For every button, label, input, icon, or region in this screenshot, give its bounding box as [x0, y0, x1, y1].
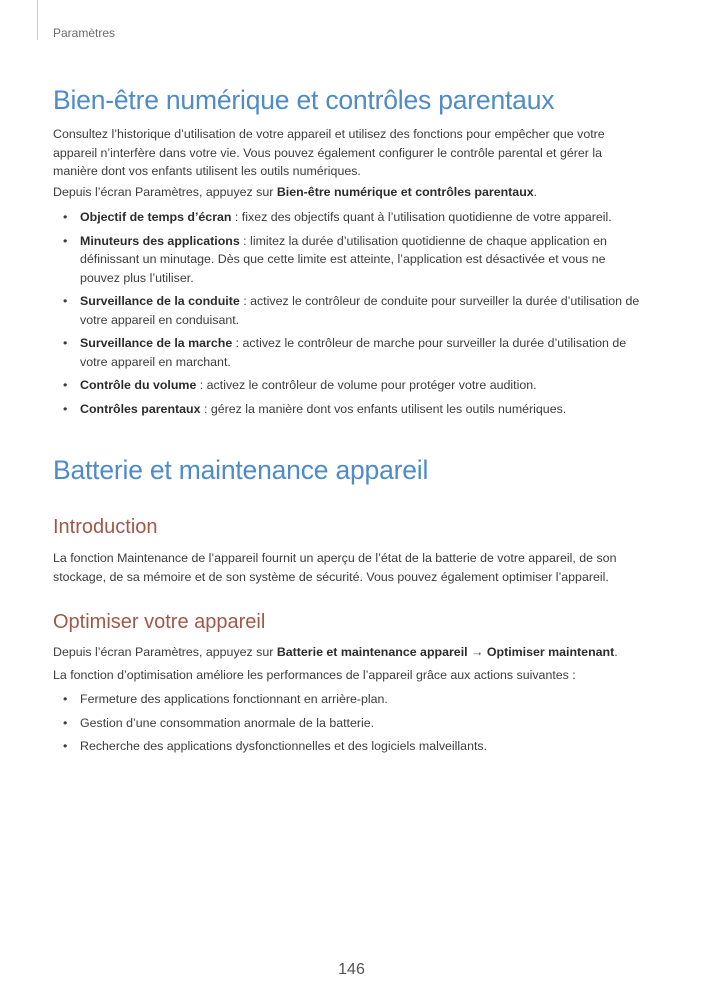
optimize-text: La fonction d’optimisation améliore les performances de l’appareil grâce aux actions suivantes :	[53, 668, 576, 682]
feature-term: Objectif de temps d’écran	[80, 210, 232, 224]
introduction-text: La fonction Maintenance de l’appareil fournit un aperçu de l’état de la batterie de votre appareil, de son stockage, de sa mémoire et de son système de sécurité. Vous pouvez également optimiser l’appareil.	[53, 551, 617, 584]
path-prefix: Depuis l’écran Paramètres, appuyez sur	[53, 185, 277, 199]
section-title-digital-wellbeing: Bien-être numérique et contrôles parentaux	[53, 85, 555, 115]
arrow-icon: →	[467, 645, 487, 659]
path-target: Optimiser maintenant	[486, 645, 615, 659]
list-item: • Gestion d’une consommation anormale de la batterie.	[53, 714, 643, 733]
list-item	[53, 208, 643, 227]
path-suffix: .	[614, 645, 618, 659]
header-divider	[37, 0, 38, 40]
feature-term: Minuteurs des applications	[80, 233, 240, 248]
feature-desc: : activez le contrôleur de conduite pour surveiller la durée d’utilisation de votre appareil en conduisant.	[80, 294, 640, 327]
path-prefix: Depuis l’écran Paramètres, appuyez sur	[53, 645, 277, 659]
section-title-battery: Batterie et maintenance appareil	[53, 455, 429, 485]
feature-term: Contrôles parentaux	[80, 401, 201, 416]
list-item: • Fermeture des applications fonctionnant en arrière-plan.	[53, 690, 643, 709]
feature-term: Surveillance de la conduite	[80, 294, 240, 308]
list-item: • Recherche des applications dysfonctionnelles et des logiciels malveillants.	[53, 737, 643, 756]
section-intro: Consultez l’historique d’utilisation de votre appareil et utilisez des fonctions pour empêcher que votre appareil n’interfère dans votre vie. Vous pouvez également configurer le contrôle parental et gérer la manière dont vos enfants utilisent les outils numériques.	[53, 127, 605, 178]
subsection-title-optimize: Optimiser votre appareil	[53, 611, 266, 633]
wellbeing-feature-list	[53, 208, 643, 418]
list-item	[53, 376, 643, 395]
optimize-action-list	[53, 690, 643, 756]
optimize-path	[53, 643, 643, 662]
running-header: Paramètres	[53, 26, 116, 40]
path-suffix: .	[533, 185, 538, 199]
settings-path	[53, 183, 643, 202]
list-item	[53, 400, 643, 419]
list-item	[53, 232, 643, 288]
feature-desc: : limitez la durée d’utilisation quotidienne de chaque application en définissant un minutage. Dès que cette limite est atteinte, l’application est désactivée et vous ne pouvez plus l’utiliser.	[80, 233, 607, 285]
feature-desc: : fixez des objectifs quant à l’utilisation quotidienne de votre appareil.	[231, 210, 612, 224]
list-item	[53, 334, 643, 371]
path-target: Bien-être numérique et contrôles parentaux	[276, 185, 534, 199]
feature-desc: : gérez la manière dont vos enfants utilisent les outils numériques.	[200, 401, 567, 416]
page-number: 146	[338, 961, 365, 978]
feature-term: Contrôle du volume	[80, 378, 197, 392]
path-target: Batterie et maintenance appareil	[276, 645, 468, 659]
list-item	[53, 292, 643, 329]
feature-desc: : activez le contrôleur de volume pour protéger votre audition.	[196, 378, 537, 392]
feature-desc: : activez le contrôleur de marche pour surveiller la durée d’utilisation de votre appareil en marchant.	[80, 336, 627, 369]
subsection-title-introduction: Introduction	[53, 516, 158, 538]
feature-term: Surveillance de la marche	[80, 336, 233, 350]
